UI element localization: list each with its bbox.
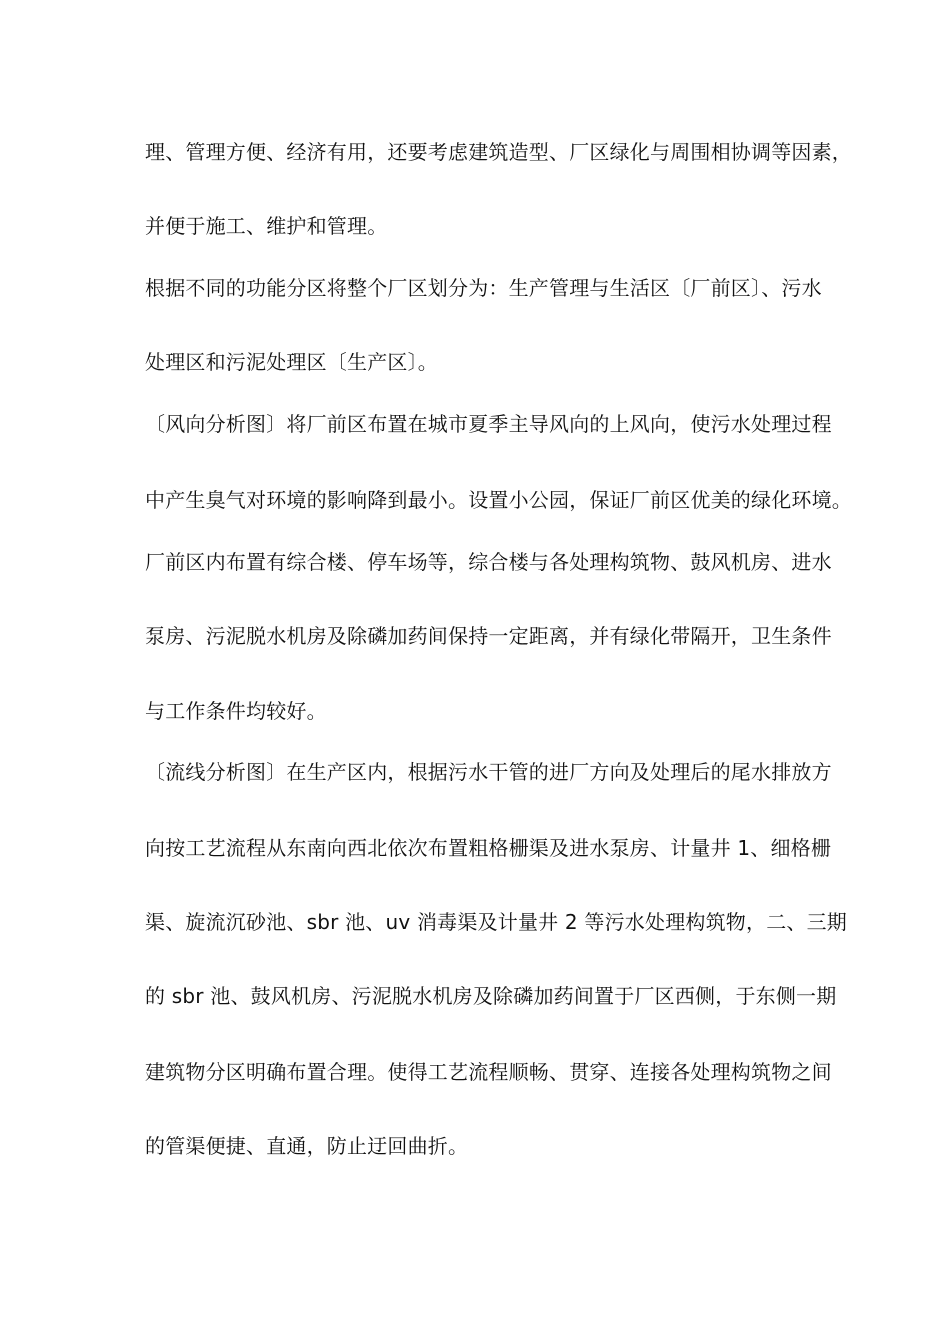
text-line-15: 的管渠便捷、直通，防止迂回曲折。 (145, 1134, 469, 1158)
text-line-7: 厂前区内布置有综合楼、停车场等，综合楼与各处理构筑物、鼓风机房、进水 (145, 550, 832, 574)
text-line-1: 理、管理方便、经济有用，还要考虑建筑造型、厂区绿化与周围相协调等因素， (145, 140, 852, 164)
text-line-11: 向按工艺流程从东南向西北依次布置粗格栅渠及进水泵房、计量井 1、细格栅 (145, 836, 832, 860)
text-line-10: 〔流线分析图〕在生产区内，根据污水干管的进厂方向及处理后的尾水排放方 (145, 760, 832, 784)
text-line-13: 的 sbr 池、鼓风机房、污泥脱水机房及除磷加药间置于厂区西侧，于东侧一期 (145, 984, 837, 1008)
text-line-5: 〔风向分析图〕将厂前区布置在城市夏季主导风向的上风向，使污水处理过程 (145, 412, 832, 436)
text-line-14: 建筑物分区明确布置合理。使得工艺流程顺畅、贯穿、连接各处理构筑物之间 (145, 1060, 832, 1084)
text-line-3: 根据不同的功能分区将整个厂区划分为：生产管理与生活区〔厂前区〕、污水 (145, 276, 822, 300)
text-line-12: 渠、旋流沉砂池、sbr 池、uv 消毒渠及计量井 2 等污水处理构筑物，二、三期 (145, 910, 848, 934)
text-line-9: 与工作条件均较好。 (145, 699, 327, 723)
text-line-2: 并便于施工、维护和管理。 (145, 214, 388, 238)
text-line-6: 中产生臭气对环境的影响降到最小。设置小公园，保证厂前区优美的绿化环境。 (145, 488, 852, 512)
text-line-8: 泵房、污泥脱水机房及除磷加药间保持一定距离，并有绿化带隔开，卫生条件 (145, 624, 832, 648)
text-line-4: 处理区和污泥处理区〔生产区〕。 (145, 350, 438, 374)
